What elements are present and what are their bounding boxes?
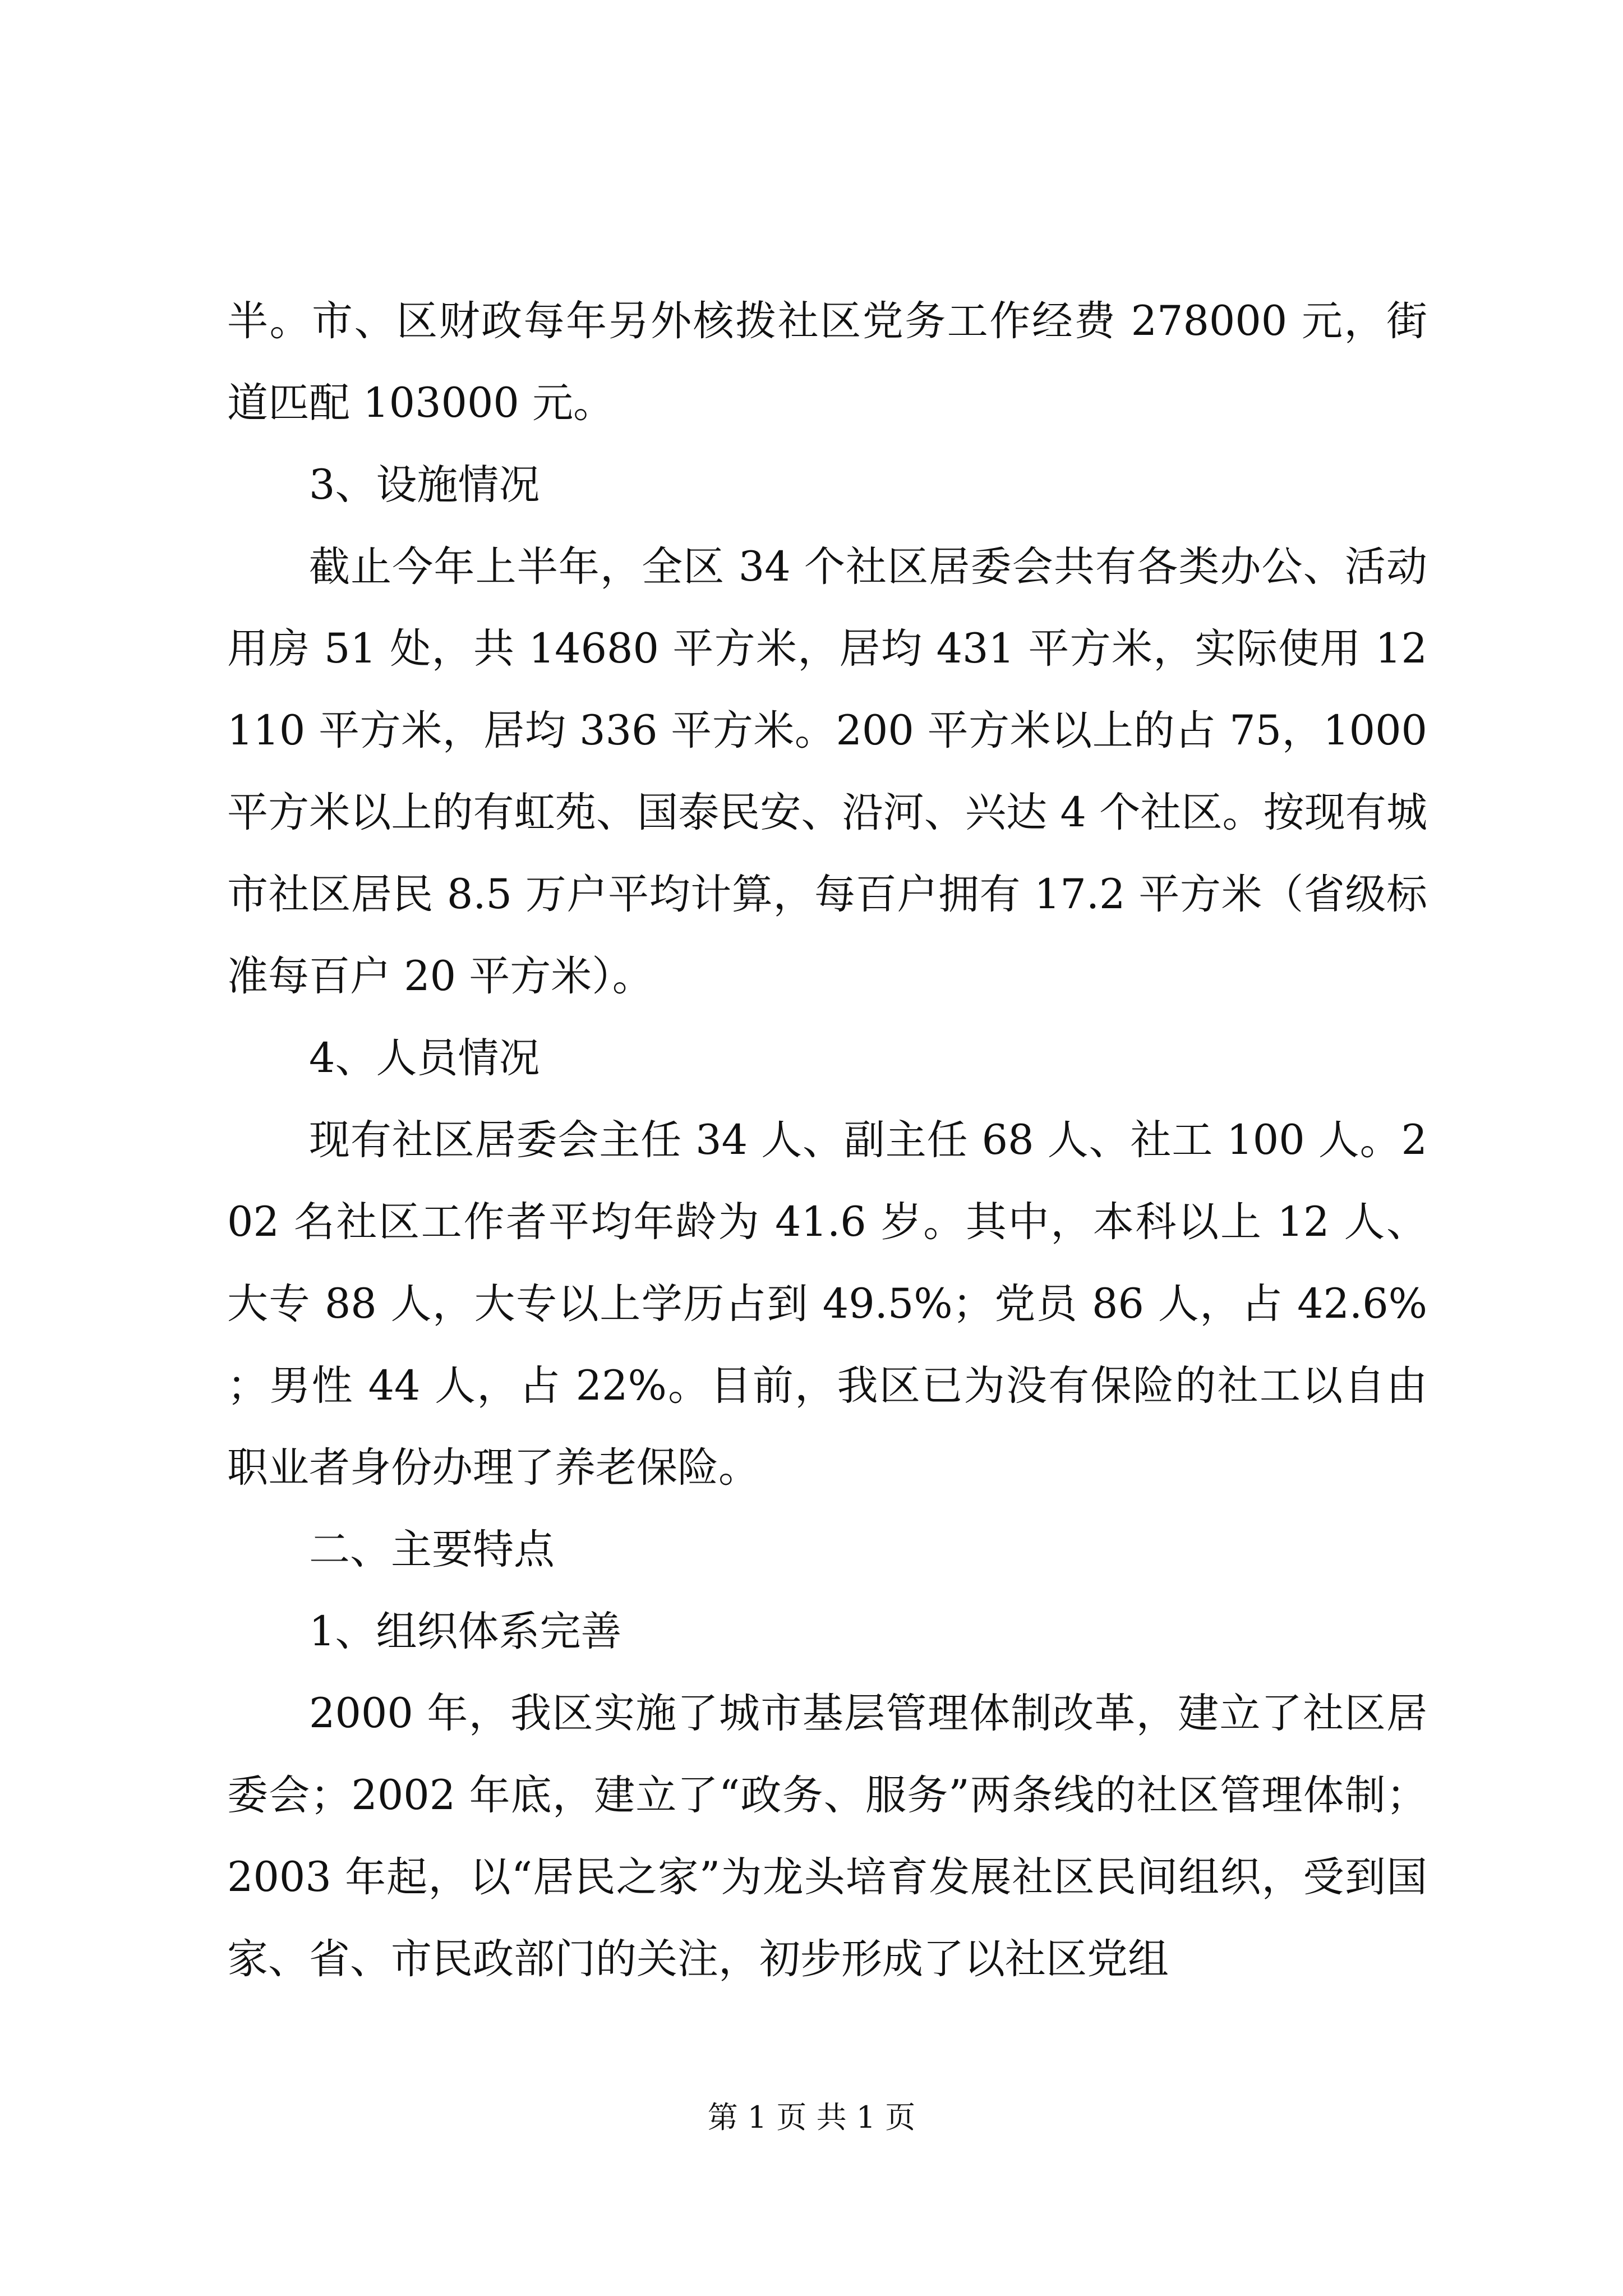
section-heading-facilities: 3、设施情况 bbox=[309, 461, 540, 509]
paragraph-organization: 2000 年，我区实施了城市基层管理体制改革，建立了社区居委会；2002 年底，建立了“政务、服务”两条线的社区管理体制；2003 年起，以“居民之家”为龙头培育发展社区民间组织，受到国家、省、市民政部门的关注，初步形成了以社区党组 bbox=[227, 1690, 1427, 1983]
subsection-heading-organization: 1、组织体系完善 bbox=[309, 1608, 622, 1655]
section-heading-main-features: 二、主要特点 bbox=[309, 1526, 555, 1573]
document-body bbox=[227, 280, 1427, 2000]
page-footer: 第 1 页 共 1 页 bbox=[707, 2100, 916, 2135]
paragraph-funding-continued: 半。市、区财政每年另外核拨社区党务工作经费 278000 元，街道匹配 103000 元。 bbox=[227, 297, 1427, 427]
paragraph-facilities: 截止今年上半年，全区 34 个社区居委会共有各类办公、活动用房 51 处，共 14680 平方米，居均 431 平方米，实际使用 12110 平方米，居均 336 平方米。200 平方米以上的占 75，1000 平方米以上的有虹苑、国泰民安、沿河、兴达 4 个社区。按现有城市社区居民 8.5 万户平均计算，每百户拥有 17.2 平方米（省级标准每百户 20 平方米）。 bbox=[227, 543, 1427, 1000]
paragraph-personnel: 现有社区居委会主任 34 人、副主任 68 人、社工 100 人。202 名社区工作者平均年龄为 41.6 岁。其中，本科以上 12 人、大专 88 人，大专以上学历占到 49.5%；党员 86 人，占 42.6%；男性 44 人，占 22%。目前，我区已为没有保险的社工以自由职业者身份办理了养老保险。 bbox=[227, 1116, 1428, 1492]
section-heading-personnel: 4、人员情况 bbox=[309, 1034, 540, 1082]
